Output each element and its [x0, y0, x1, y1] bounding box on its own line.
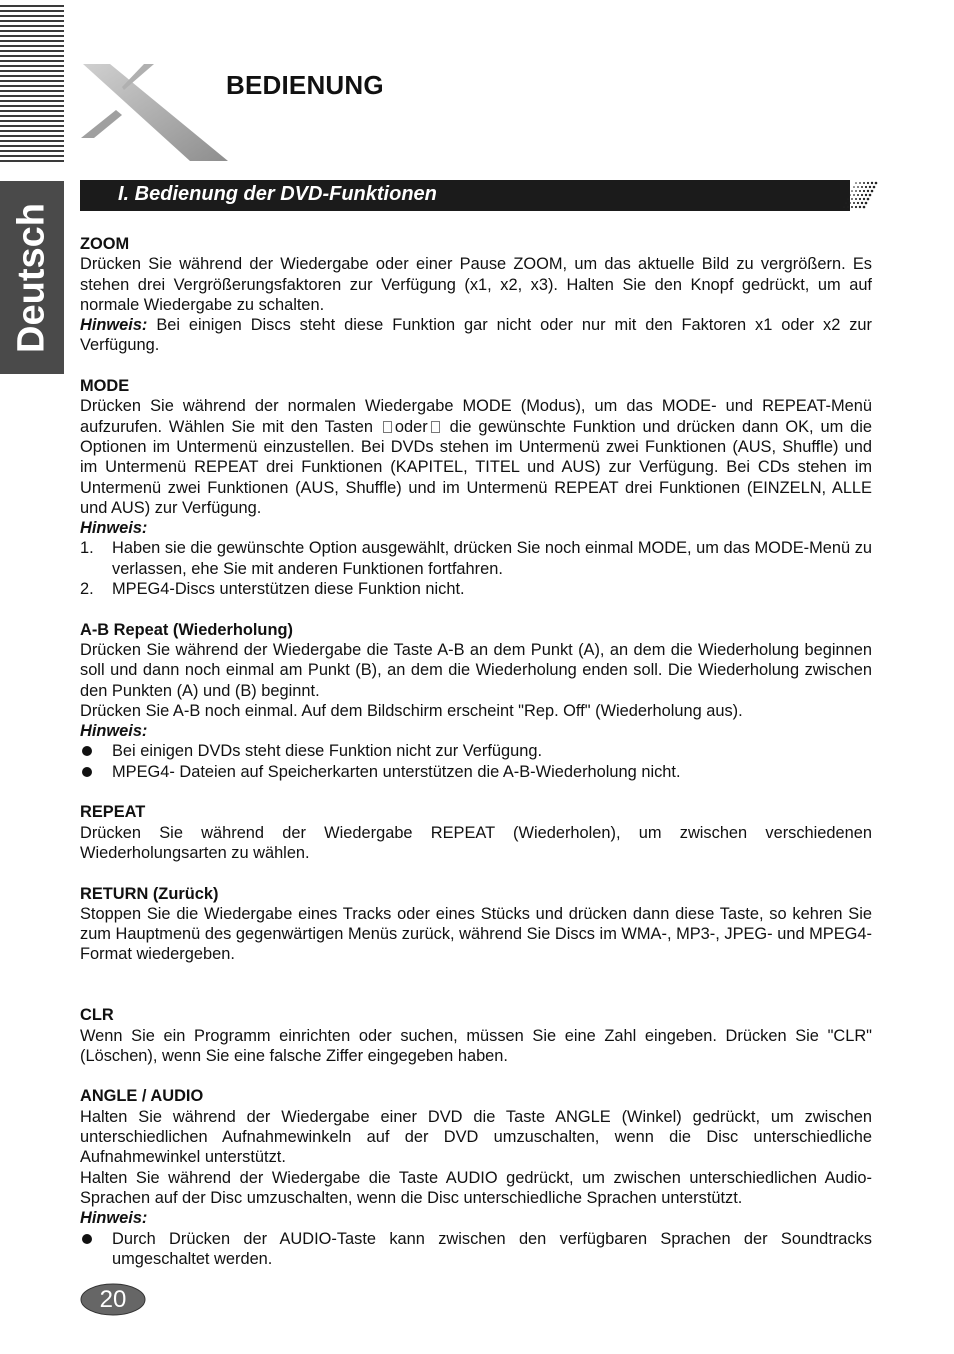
zoom-body: Drücken Sie während der Wiedergabe oder einer Pause ZOOM, um das aktuelle Bild zu vergrößern. Es stehen drei Vergrößerungsfaktoren zur Verfügung (x1, x2, x3). Halten Sie den Knopf gedrückt, um auf normale Wiedergabe zu schalten. [80, 255, 872, 314]
list-item-text: Haben sie die gewünschte Option ausgewählt, drücken Sie noch einmal MODE, um das MODE-Menü zu verlassen, ehe Sie mit anderen Funktionen fortfahren. [112, 539, 872, 578]
clr-heading: CLR [80, 1006, 114, 1025]
bullet-icon [82, 746, 92, 756]
list-item [80, 579, 872, 599]
angle-audio-body-1: Halten Sie während der Wiedergabe einer DVD die Taste ANGLE (Winkel) gedrückt, um zwischen unterschiedlichen Aufnahmewinkeln auf der DVD umzuschalten, wenn die Disc unterschiedliche Aufnahmewinkel unterstützt. [80, 1107, 872, 1167]
zoom-note-text: Bei einigen Discs steht diese Funktion gar nicht oder nur mit den Faktoren x1 oder x2 zur Verfügung. [80, 316, 872, 355]
repeat-body: Drücken Sie während der Wiedergabe REPEAT (Wiederholen), um zwischen verschiedenen Wiederholungsarten zu wählen. [80, 823, 872, 862]
ab-repeat-body-2: Drücken Sie A-B noch einmal. Auf dem Bildschirm erscheint "Rep. Off" (Wiederholung aus). [80, 701, 743, 720]
ab-repeat-body-1: Drücken Sie während der Wiedergabe die Taste A-B an dem Punkt (A), an dem die Wiederholung beginnen soll und dann noch einmal am Punkt (B), an dem die Wiederholung enden soll. Die Wiederholung zwischen den Punkten (A) und (B) beginnt. [80, 640, 872, 700]
arrow-key-icon [383, 421, 392, 433]
return-body: Stoppen Sie die Wiedergabe eines Tracks oder eines Stücks und drücken dann diese Taste, so kehren Sie zum Hauptmenü des gegenwärtigen Menüs zurück, während Sie Discs im WMA-, MP3-, JPEG- und MPEG4-Format wiedergeben. [80, 904, 872, 964]
language-tab-label: Deutsch [10, 202, 53, 353]
page-title: BEDIENUNG [226, 70, 384, 100]
list-item-text: MPEG4-Discs unterstützen diese Funktion nicht. [112, 580, 465, 599]
list-item-text: Durch Drücken der AUDIO-Taste kann zwischen den verfügbaren Sprachen der Soundtracks umgeschaltet werden. [112, 1229, 872, 1268]
list-item [80, 538, 872, 579]
page-number-badge [80, 1283, 146, 1316]
mode-body-part2: oder [394, 417, 428, 436]
margin-stripes [0, 5, 64, 163]
list-item-text: MPEG4- Dateien auf Speicherkarten unterstützen die A-B-Wiederholung nicht. [112, 762, 681, 781]
list-marker: 1. [80, 539, 94, 558]
ab-repeat-note-label: Hinweis: [80, 722, 148, 741]
mode-body-part1: Drücken Sie während der normalen Wiedergabe MODE (Modus), um das MODE- und REPEAT-Menü aufzurufen. Wählen Sie mit den Tasten [80, 397, 872, 436]
return-heading: RETURN (Zurück) [80, 884, 219, 903]
x-logo-icon [78, 60, 228, 164]
mode-note-label: Hinweis: [80, 519, 148, 538]
list-item [80, 741, 872, 761]
ab-repeat-heading: A-B Repeat (Wiederholung) [80, 620, 293, 639]
language-tab [0, 181, 64, 374]
angle-audio-note-label: Hinweis: [80, 1209, 148, 1228]
angle-audio-heading: ANGLE / AUDIO [80, 1087, 204, 1106]
mode-body-part3: die gewünschte Funktion und drücken dann OK, um die Optionen im Untermenü einzustellen. Bei DVDs stehen im Untermenü zwei Funktionen (AUS, Shuffle) und im Untermenü REPEAT drei Funktionen (KAPITEL, TITEL und AUS) zur Verfügung. Bei CDs stehen im Untermenü zwei Funktionen (AUS, Shuffle) und im Untermenü REPEAT drei Funktionen (EINZELN, ALLE und AUS) zur Verfügung. [80, 417, 872, 517]
list-item-text: Bei einigen DVDs steht diese Funktion nicht zur Verfügung. [112, 742, 543, 761]
arrow-key-icon [431, 421, 440, 433]
zoom-heading: ZOOM [80, 235, 130, 253]
mode-heading: MODE [80, 377, 130, 396]
page-number: 20 [99, 1286, 127, 1313]
section-title: I. Bedienung der DVD-Funktionen [118, 183, 437, 205]
angle-audio-body-2: Halten Sie während der Wiedergabe die Taste AUDIO gedrückt, um zwischen unterschiedlichen Audio-Sprachen auf der Disc umzuschalten, wenn die Disc unterschiedliche Sprachen unterstützt. [80, 1168, 872, 1207]
list-marker: 2. [80, 580, 94, 599]
clr-body: Wenn Sie ein Programm einrichten oder suchen, müssen Sie eine Zahl eingeben. Drücken Sie "CLR" (Löschen), wenn Sie eine falsche Ziffer eingegeben haben. [80, 1026, 872, 1065]
section-header-bar [80, 180, 850, 211]
repeat-heading: REPEAT [80, 803, 146, 822]
list-item [80, 762, 872, 782]
main-content [80, 234, 872, 1269]
halftone-dots-decoration [838, 180, 880, 211]
zoom-note-label: Hinweis: [80, 316, 148, 335]
mode-body [80, 396, 872, 518]
bullet-icon [82, 1234, 92, 1244]
bullet-icon [82, 767, 92, 777]
zoom-note [80, 315, 872, 356]
list-item [80, 1229, 872, 1270]
